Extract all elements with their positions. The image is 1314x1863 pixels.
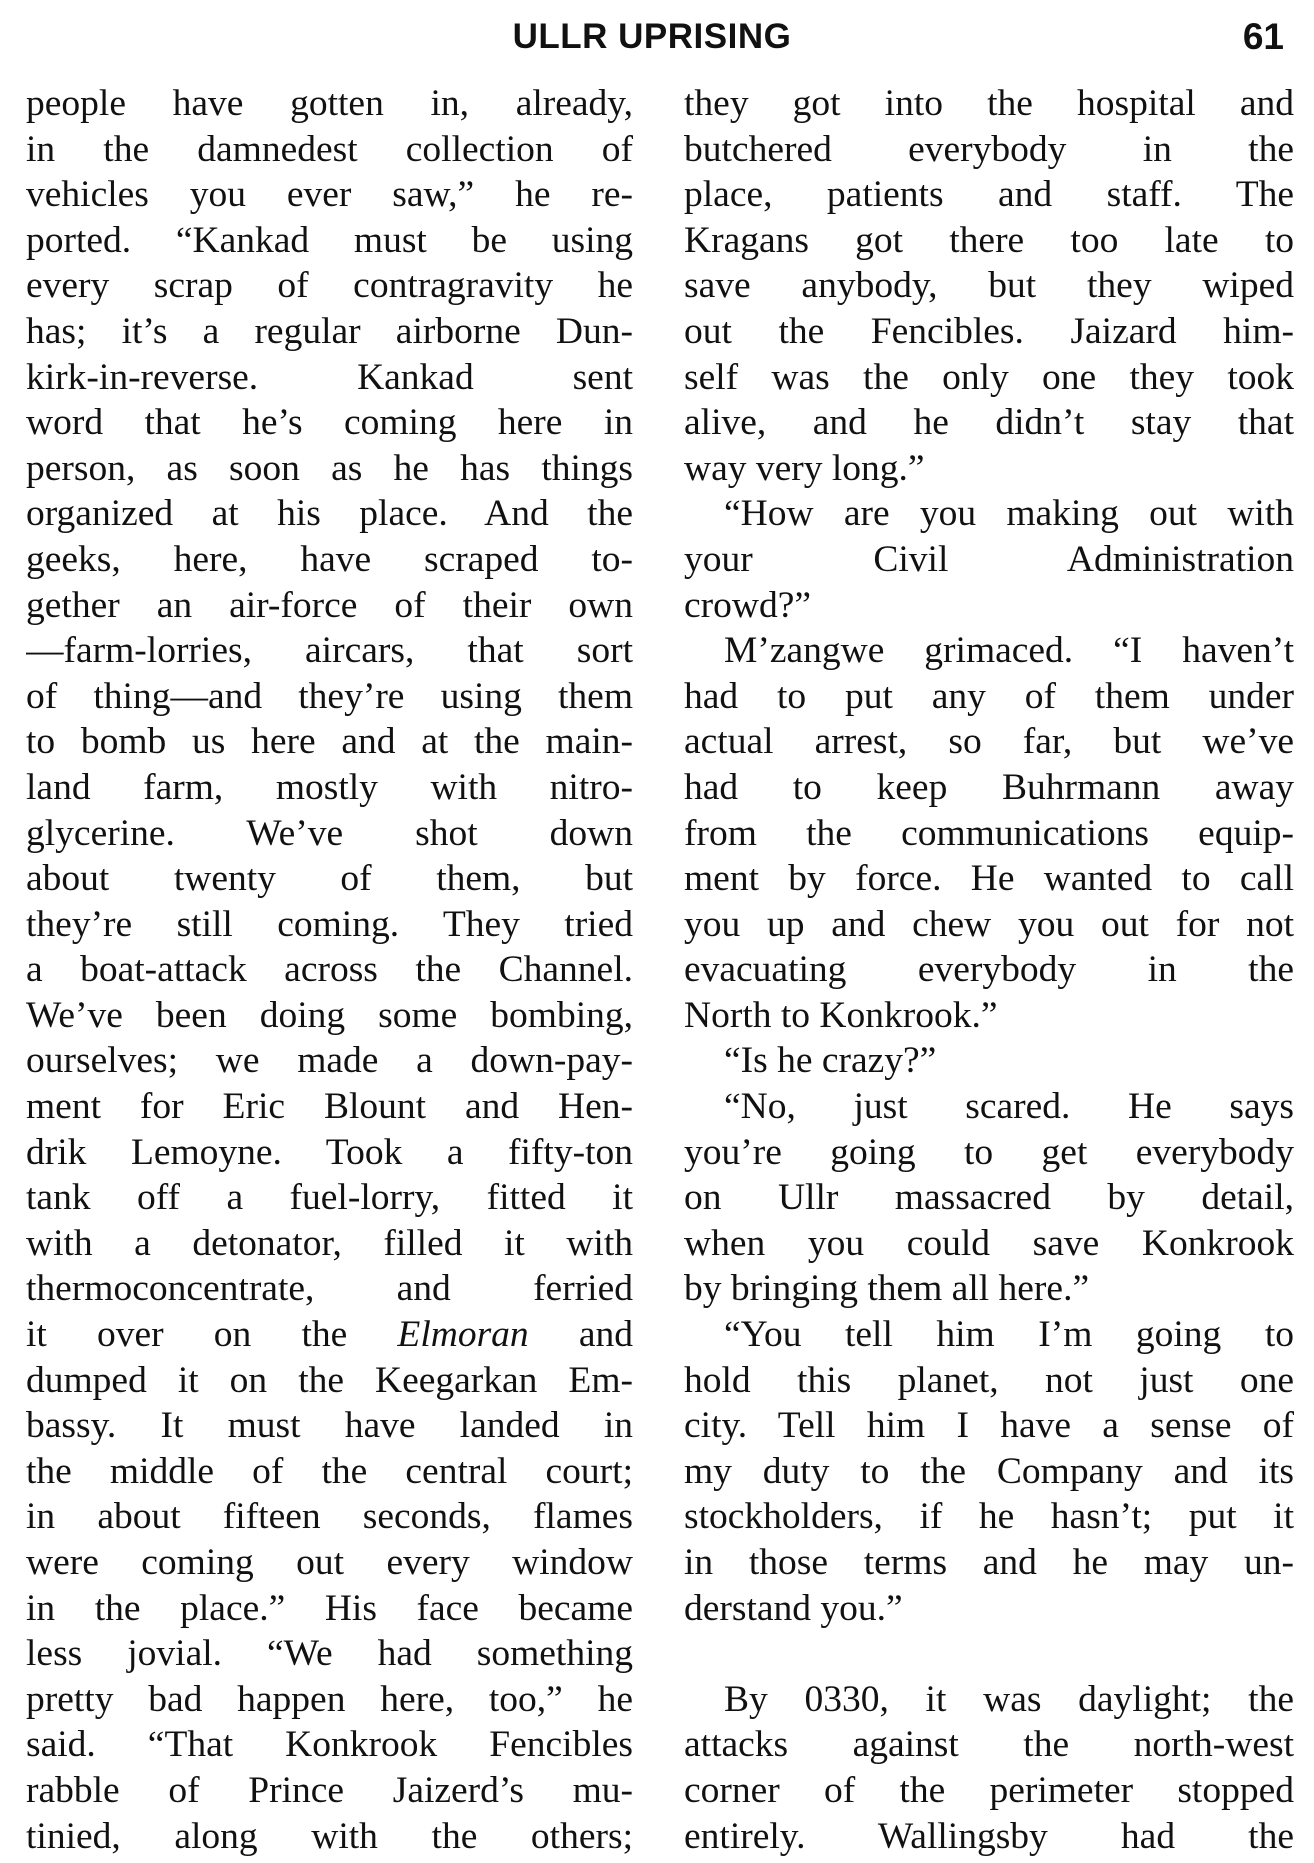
- text-line: land farm, mostly with nitro-: [26, 766, 633, 808]
- text-line: M’zangwe grimaced. “I haven’t: [724, 630, 1294, 672]
- text-line: ported. “Kankad must be using: [26, 219, 633, 261]
- text-line: “You tell him I’m going to: [724, 1314, 1294, 1356]
- text-line: kirk-in-reverse. Kankad sent: [26, 356, 633, 398]
- text-line: save anybody, but they wiped: [684, 265, 1294, 307]
- text-line: person, as soon as he has things: [26, 447, 633, 489]
- text-line: alive, and he didn’t stay that: [684, 402, 1294, 444]
- text-line: pretty bad happen here, too,” he: [26, 1678, 633, 1720]
- text-line: thermoconcentrate, and ferried: [26, 1268, 633, 1310]
- text-line: “No, just scared. He says: [724, 1086, 1294, 1128]
- text-line: when you could save Konkrook: [684, 1222, 1294, 1264]
- text-line: Kragans got there too late to: [684, 219, 1294, 261]
- text-line: crowd?”: [684, 584, 812, 626]
- text-line: bassy. It must have landed in: [26, 1405, 633, 1447]
- text-line: glycerine. We’ve shot down: [26, 812, 633, 854]
- running-head: [20, 12, 1284, 62]
- text-line: people have gotten in, already,: [26, 83, 633, 124]
- text-line: from the communications equip-: [684, 812, 1294, 854]
- text-line: with a detonator, filled it with: [26, 1222, 633, 1264]
- text-line: in about fifteen seconds, flames: [26, 1496, 633, 1538]
- text-line: every scrap of contragravity he: [26, 265, 633, 307]
- text-line: actual arrest, so far, but we’ve: [684, 721, 1294, 763]
- text-line: place, patients and staff. The: [684, 174, 1294, 216]
- text-line: said. “That Konkrook Fencibles: [26, 1724, 633, 1766]
- text-line: gether an air-force of their own: [26, 584, 633, 626]
- text-line: in the damnedest collection of: [26, 128, 633, 170]
- text-line: —farm-lorries, aircars, that sort: [26, 630, 633, 672]
- section-break: [684, 1631, 1294, 1677]
- text-line: self was the only one they took: [684, 356, 1294, 398]
- text-line: a boat-attack across the Channel.: [26, 949, 633, 991]
- text-line: We’ve been doing some bombing,: [26, 994, 633, 1036]
- text-line: organized at his place. And the: [26, 493, 633, 535]
- text-fragment: and: [528, 1314, 633, 1356]
- text-line: in those terms and he may un-: [684, 1542, 1294, 1583]
- text-line: By 0330, it was daylight; the: [724, 1678, 1294, 1720]
- text-line: entirely. Wallingsby had the: [684, 1815, 1294, 1857]
- running-title: ULLR UPRISING: [512, 17, 792, 56]
- text-line: less jovial. “We had something: [26, 1633, 633, 1675]
- text-line: “How are you making out with: [724, 493, 1294, 535]
- text-line: ment by force. He wanted to call: [684, 858, 1294, 900]
- text-line: [26, 1312, 633, 1358]
- text-line: rabble of Prince Jaizerd’s mu-: [26, 1769, 633, 1811]
- text-line: stockholders, if he hasn’t; put it: [684, 1496, 1294, 1538]
- text-line: they’re still coming. They tried: [26, 903, 633, 945]
- text-line: in the place.” His face became: [26, 1587, 633, 1629]
- left-column: [26, 81, 633, 1859]
- text-line: city. Tell him I have a sense of: [684, 1405, 1294, 1447]
- text-line: way very long.”: [684, 447, 925, 489]
- text-line: geeks, here, have scraped to-: [26, 538, 633, 580]
- text-line: hold this planet, not just one: [684, 1359, 1294, 1401]
- text-line: they got into the hospital and: [684, 83, 1294, 124]
- text-line: you up and chew you out for not: [684, 903, 1294, 945]
- page-number: 61: [1242, 16, 1284, 57]
- text-line: had to keep Buhrmann away: [684, 766, 1294, 808]
- text-line: about twenty of them, but: [26, 858, 633, 900]
- text-line: by bringing them all here.”: [684, 1268, 1090, 1310]
- text-line: evacuating everybody in the: [684, 949, 1294, 991]
- text-line: vehicles you ever saw,” he re-: [26, 174, 633, 216]
- text-line: tinied, along with the others;: [26, 1815, 633, 1857]
- text-line: your Civil Administration: [684, 538, 1294, 580]
- text-line: “Is he crazy?”: [724, 1040, 937, 1082]
- text-line: dumped it on the Keegarkan Em-: [26, 1359, 633, 1401]
- text-fragment: it over on the: [26, 1314, 398, 1356]
- text-line: were coming out every window: [26, 1542, 633, 1583]
- text-line: of thing—and they’re using them: [26, 675, 633, 717]
- text-line: tank off a fuel-lorry, fitted it: [26, 1177, 633, 1219]
- text-line: drik Lemoyne. Took a fifty-ton: [26, 1131, 633, 1173]
- text-line: ourselves; we made a down-pay-: [26, 1040, 633, 1082]
- text-line: my duty to the Company and its: [684, 1450, 1294, 1492]
- text-line: North to Konkrook.”: [684, 994, 998, 1036]
- text-line: on Ullr massacred by detail,: [684, 1177, 1294, 1219]
- text-line: the middle of the central court;: [26, 1450, 633, 1492]
- text-line: word that he’s coming here in: [26, 402, 633, 444]
- text-line: you’re going to get everybody: [684, 1131, 1294, 1173]
- text-line: had to put any of them under: [684, 675, 1294, 717]
- text-line: out the Fencibles. Jaizard him-: [684, 310, 1294, 352]
- text-line: ment for Eric Blount and Hen-: [26, 1086, 633, 1128]
- text-line: butchered everybody in the: [684, 128, 1294, 170]
- text-line: corner of the perimeter stopped: [684, 1769, 1294, 1811]
- text-line: attacks against the north-west: [684, 1724, 1294, 1766]
- text-line: has; it’s a regular airborne Dun-: [26, 310, 633, 352]
- text-line: to bomb us here and at the main-: [26, 721, 633, 763]
- right-column: [684, 81, 1294, 1859]
- ship-name-italic: Elmoran: [397, 1314, 529, 1356]
- text-line: derstand you.”: [684, 1587, 903, 1629]
